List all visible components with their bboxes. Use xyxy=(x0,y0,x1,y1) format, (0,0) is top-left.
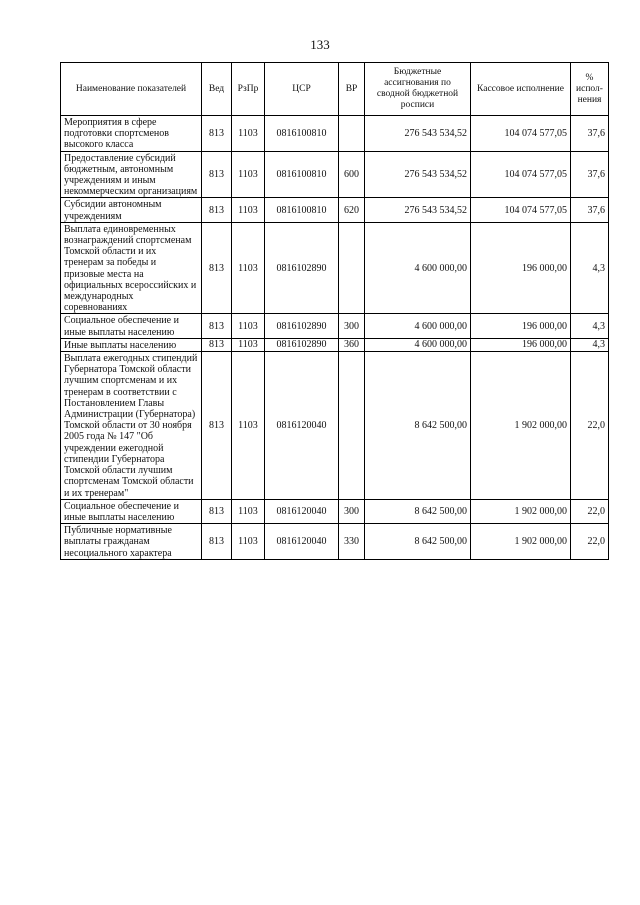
row-cash: 104 074 577,05 xyxy=(471,151,571,198)
row-cash: 1 902 000,00 xyxy=(471,524,571,560)
row-cash: 1 902 000,00 xyxy=(471,352,571,500)
row-name: Иные выплаты населению xyxy=(61,338,202,351)
row-ved: 813 xyxy=(202,499,232,523)
row-csr: 0816100810 xyxy=(265,116,339,152)
row-ved: 813 xyxy=(202,352,232,500)
table-row xyxy=(61,499,609,523)
row-percent: 37,6 xyxy=(571,116,609,152)
row-rzpr: 1103 xyxy=(232,524,265,560)
header-rzpr: РзПр xyxy=(232,63,265,116)
row-ved: 813 xyxy=(202,338,232,351)
row-rzpr: 1103 xyxy=(232,499,265,523)
row-name: Выплата единовременных вознаграждений спортсменам Томской области и их тренерам за победы и призовые места на официальных всероссийских и международных соревнованиях xyxy=(61,222,202,314)
row-csr: 0816120040 xyxy=(265,352,339,500)
row-ved: 813 xyxy=(202,198,232,222)
table-row xyxy=(61,222,609,314)
row-budget: 8 642 500,00 xyxy=(365,352,471,500)
row-budget: 276 543 534,52 xyxy=(365,116,471,152)
row-vr: 360 xyxy=(339,338,365,351)
row-csr: 0816102890 xyxy=(265,338,339,351)
header-name: Наименование показателей xyxy=(61,63,202,116)
row-name: Субсидии автономным учреждениям xyxy=(61,198,202,222)
row-cash: 196 000,00 xyxy=(471,314,571,338)
header-ved: Вед xyxy=(202,63,232,116)
row-percent: 22,0 xyxy=(571,524,609,560)
table-header-row xyxy=(61,63,609,116)
row-budget: 8 642 500,00 xyxy=(365,524,471,560)
table-row xyxy=(61,198,609,222)
table-row xyxy=(61,116,609,152)
row-budget: 276 543 534,52 xyxy=(365,151,471,198)
page-number: 133 xyxy=(310,37,330,52)
row-cash: 1 902 000,00 xyxy=(471,499,571,523)
row-name: Социальное обеспечение и иные выплаты населению xyxy=(61,314,202,338)
row-ved: 813 xyxy=(202,222,232,314)
table-row xyxy=(61,352,609,500)
row-name: Публичные нормативные выплаты гражданам несоциального характера xyxy=(61,524,202,560)
header-vr: ВР xyxy=(339,63,365,116)
row-percent: 4,3 xyxy=(571,222,609,314)
header-budget: Бюджетные ассигнования по сводной бюджетной росписи xyxy=(365,63,471,116)
row-name: Предоставление субсидий бюджетным, автономным учреждениям и иным некоммерческим организациям xyxy=(61,151,202,198)
row-cash: 196 000,00 xyxy=(471,222,571,314)
row-ved: 813 xyxy=(202,151,232,198)
row-name: Мероприятия в сфере подготовки спортсменов высокого класса xyxy=(61,116,202,152)
header-cash: Кассовое исполнение xyxy=(471,63,571,116)
row-rzpr: 1103 xyxy=(232,314,265,338)
row-cash: 196 000,00 xyxy=(471,338,571,351)
row-csr: 0816100810 xyxy=(265,198,339,222)
row-rzpr: 1103 xyxy=(232,352,265,500)
row-budget: 4 600 000,00 xyxy=(365,338,471,351)
row-rzpr: 1103 xyxy=(232,222,265,314)
table-row xyxy=(61,524,609,560)
header-csr: ЦСР xyxy=(265,63,339,116)
row-vr: 600 xyxy=(339,151,365,198)
budget-execution-table xyxy=(60,62,609,560)
row-percent: 37,6 xyxy=(571,198,609,222)
row-budget: 8 642 500,00 xyxy=(365,499,471,523)
row-vr xyxy=(339,222,365,314)
row-budget: 4 600 000,00 xyxy=(365,222,471,314)
row-vr xyxy=(339,116,365,152)
row-vr: 300 xyxy=(339,314,365,338)
row-name: Выплата ежегодных стипендий Губернатора Томской области лучшим спортсменам и их тренерам в соответствии с Постановлением Главы Администрации (Губернатора) Томской области от 30 ноября 2005 года № 147 "Об учреждении ежегодной стипендии Губернатора Томской области лучшим спортсменам Томской области и их тренерам" xyxy=(61,352,202,500)
row-rzpr: 1103 xyxy=(232,198,265,222)
row-csr: 0816120040 xyxy=(265,499,339,523)
row-percent: 37,6 xyxy=(571,151,609,198)
row-rzpr: 1103 xyxy=(232,338,265,351)
row-vr: 330 xyxy=(339,524,365,560)
row-cash: 104 074 577,05 xyxy=(471,116,571,152)
row-cash: 104 074 577,05 xyxy=(471,198,571,222)
row-csr: 0816120040 xyxy=(265,524,339,560)
row-csr: 0816102890 xyxy=(265,222,339,314)
row-rzpr: 1103 xyxy=(232,151,265,198)
row-vr: 620 xyxy=(339,198,365,222)
row-vr: 300 xyxy=(339,499,365,523)
row-rzpr: 1103 xyxy=(232,116,265,152)
header-percent: % испол-нения xyxy=(571,63,609,116)
table-row xyxy=(61,338,609,351)
row-percent: 4,3 xyxy=(571,314,609,338)
table-row xyxy=(61,151,609,198)
table-row xyxy=(61,314,609,338)
row-budget: 4 600 000,00 xyxy=(365,314,471,338)
row-ved: 813 xyxy=(202,524,232,560)
row-percent: 22,0 xyxy=(571,499,609,523)
row-csr: 0816102890 xyxy=(265,314,339,338)
row-percent: 22,0 xyxy=(571,352,609,500)
row-budget: 276 543 534,52 xyxy=(365,198,471,222)
row-name: Социальное обеспечение и иные выплаты населению xyxy=(61,499,202,523)
row-ved: 813 xyxy=(202,314,232,338)
row-ved: 813 xyxy=(202,116,232,152)
row-percent: 4,3 xyxy=(571,338,609,351)
row-csr: 0816100810 xyxy=(265,151,339,198)
row-vr xyxy=(339,352,365,500)
